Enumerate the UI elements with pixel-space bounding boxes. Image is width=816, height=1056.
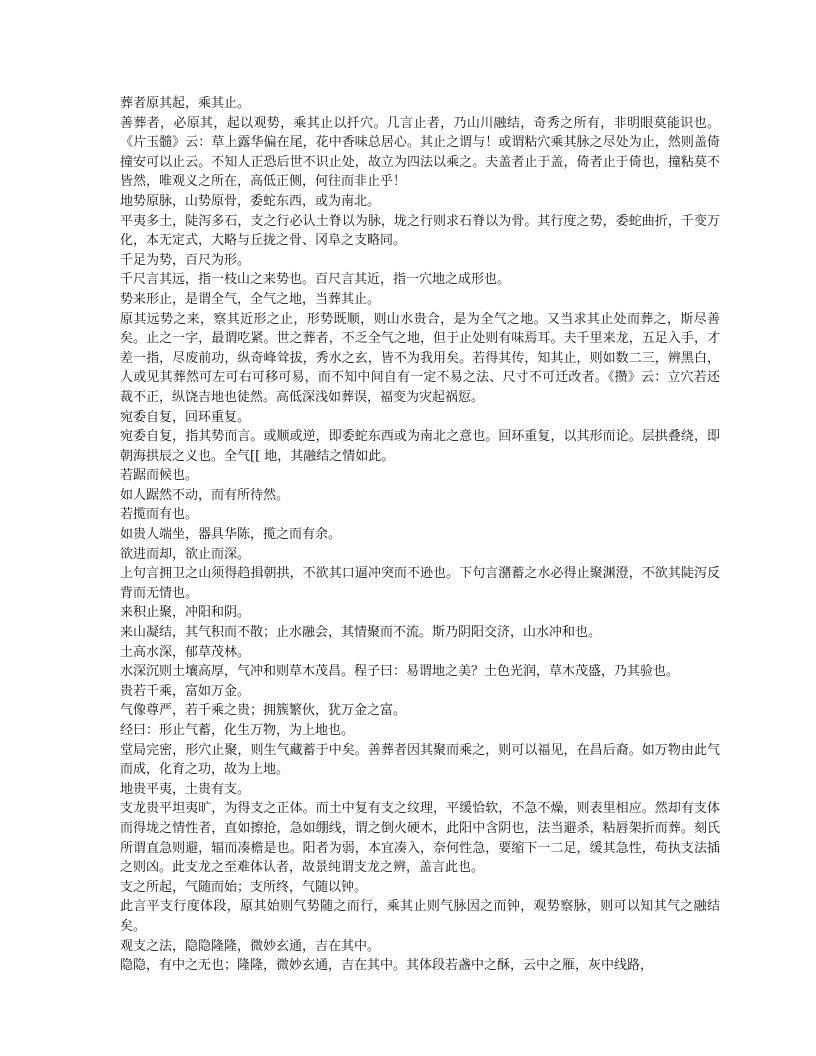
- paragraph: 若揽而有也。: [120, 507, 199, 523]
- paragraph: 势来形止，是谓全气，全气之地，当葬其止。: [120, 291, 381, 307]
- paragraph: 隐隐，有中之无也；隆隆，微妙玄通，吉在其中。其体段若盏中之酥，云中之雁，灰中线路，: [120, 958, 654, 974]
- paragraph: 来积止聚，冲阳和阴。: [120, 605, 251, 621]
- paragraph: 欲进而却，欲止而深。: [120, 546, 251, 562]
- paragraph: 气像尊严，若千乘之贵；拥簇繁伙，犹万金之富。: [120, 703, 407, 719]
- paragraph: 支龙贵平坦夷旷，为得支之正体。而土中复有支之纹理，平缓恰软，不急不燥，则表里相应。然却有支体而得垅之情性者，直如擦抢，急如绷线，谓之倒火硬木，此阳中含阴也，法当避杀，粘唇架折而葬。刻氏所谓直急则避，辐而凑檐是也。阳者为弱，本宜凑入，奈何性急，要缩下一二足，缓其急性，苟执支法插之则凶。此支龙之至难体认者，故景纯谓支龙之辨，盖言此也。: [120, 801, 720, 876]
- paragraph: 此言平支行度体段，原其始则气势随之而行，乘其止则气脉因之而钟，观势察脉，则可以知其气之融结矣。: [120, 899, 720, 934]
- paragraph: 地势原脉，山势原骨，委蛇东西，或为南北。: [120, 193, 381, 209]
- paragraph: 千足为势，百尺为形。: [120, 252, 251, 268]
- paragraph: 水深沉则土壤高厚，气冲和则草木茂昌。程子曰：易谓地之美？土色光润，草木茂盛，乃其验也。: [120, 664, 680, 680]
- paragraph: 观支之法，隐隐隆隆，微妙玄通，吉在其中。: [120, 938, 381, 954]
- paragraph: 千尺言其远，指一枝山之来势也。百尺言其近，指一穴地之成形也。: [120, 272, 511, 288]
- paragraph: 宛委自复，回环重复。: [120, 409, 251, 425]
- paragraph: 堂局完密，形穴止聚，则生气藏蓄于中矣。善葬者因其聚而乘之，则可以福见，在昌后裔。如万物由此气而成，化育之功，故为上地。: [120, 742, 720, 778]
- paragraph: 若踞而候也。: [120, 468, 199, 484]
- paragraph: 善葬者，必原其，起以观势，乘其止以扦穴。几言止者，乃山川融结，奇秀之所有，非明眼莫能识也。《片玉髓》云：草上露华偏在尾，花中香味总居心。其止之谓与！或谓粘穴乘其脉之尽处为止，然则盖倚撞安可以止云。不知人正恐后世不识止处，故立为四法以乘之。夫盖者止于盖，倚者止于倚也，撞粘莫不皆然，唯观义之所在，高低正侧，何往而非止乎！: [120, 115, 720, 190]
- paragraph: 地贵平夷，土贵有支。: [120, 781, 251, 797]
- paragraph: 土高水深，郁草茂林。: [120, 644, 251, 660]
- paragraph: 原其远势之来，察其近形之止，形势既顺，则山水贵合，是为全气之地。又当求其止处而葬之，斯尽善矣。止之一字，最谓吃紧。世之葬者，不乏全气之地，但于止处则有味焉耳。夫千里来龙，五足入手，才差一指，尽废前功，纵奇峰耸拔，秀水之玄，皆不为我用矣。若得其传，知其止，则如数二三，辨黑白，人或见其葬然可左可右可移可易，而不知中间自有一定不易之法、尺寸不可迁改者。《攒》云：立穴若还裁不正，纵饶吉地也徒然。高低深浅如葬误，福变为灾起祸愆。: [120, 311, 720, 405]
- paragraph: 来山凝结，其气积而不散；止水融会，其情聚而不流。斯乃阴阳交济，山水冲和也。: [120, 625, 602, 641]
- paragraph: 平夷多土，陡泻多石，支之行必认土脊以为脉，垅之行则求石脊以为骨。其行度之势，委蛇曲折，千变万化，本无定式，大略与丘拢之骨、冈阜之支略同。: [120, 213, 720, 249]
- paragraph: 支之所起，气随而始；支所终，气随以钟。: [120, 879, 368, 895]
- paragraph: 如人踞然不动，而有所待然。: [120, 487, 290, 503]
- paragraph: 经曰：形止气蓄，化生万物，为上地也。: [120, 723, 355, 738]
- paragraph: 葬者原其起，乘其止。: [120, 96, 251, 111]
- paragraph: 贵若千乘，富如万金。: [120, 683, 251, 699]
- paragraph: 宛委自复，指其势而言。或顺或逆，即委蛇东西或为南北之意也。回环重复，以其形而论。层拱叠绕，即朝海拱辰之义也。全气[[ 地，其融结之情如此。: [120, 429, 720, 464]
- paragraph: 如贵人端坐，器具华陈，揽之而有余。: [120, 527, 342, 543]
- paragraph: 上句言拥卫之山须得趋揖朝拱，不欲其口逼冲突而不逊也。下句言潴蓄之水必得止聚渊澄，不欲其陡泻反背而无情也。: [120, 566, 720, 601]
